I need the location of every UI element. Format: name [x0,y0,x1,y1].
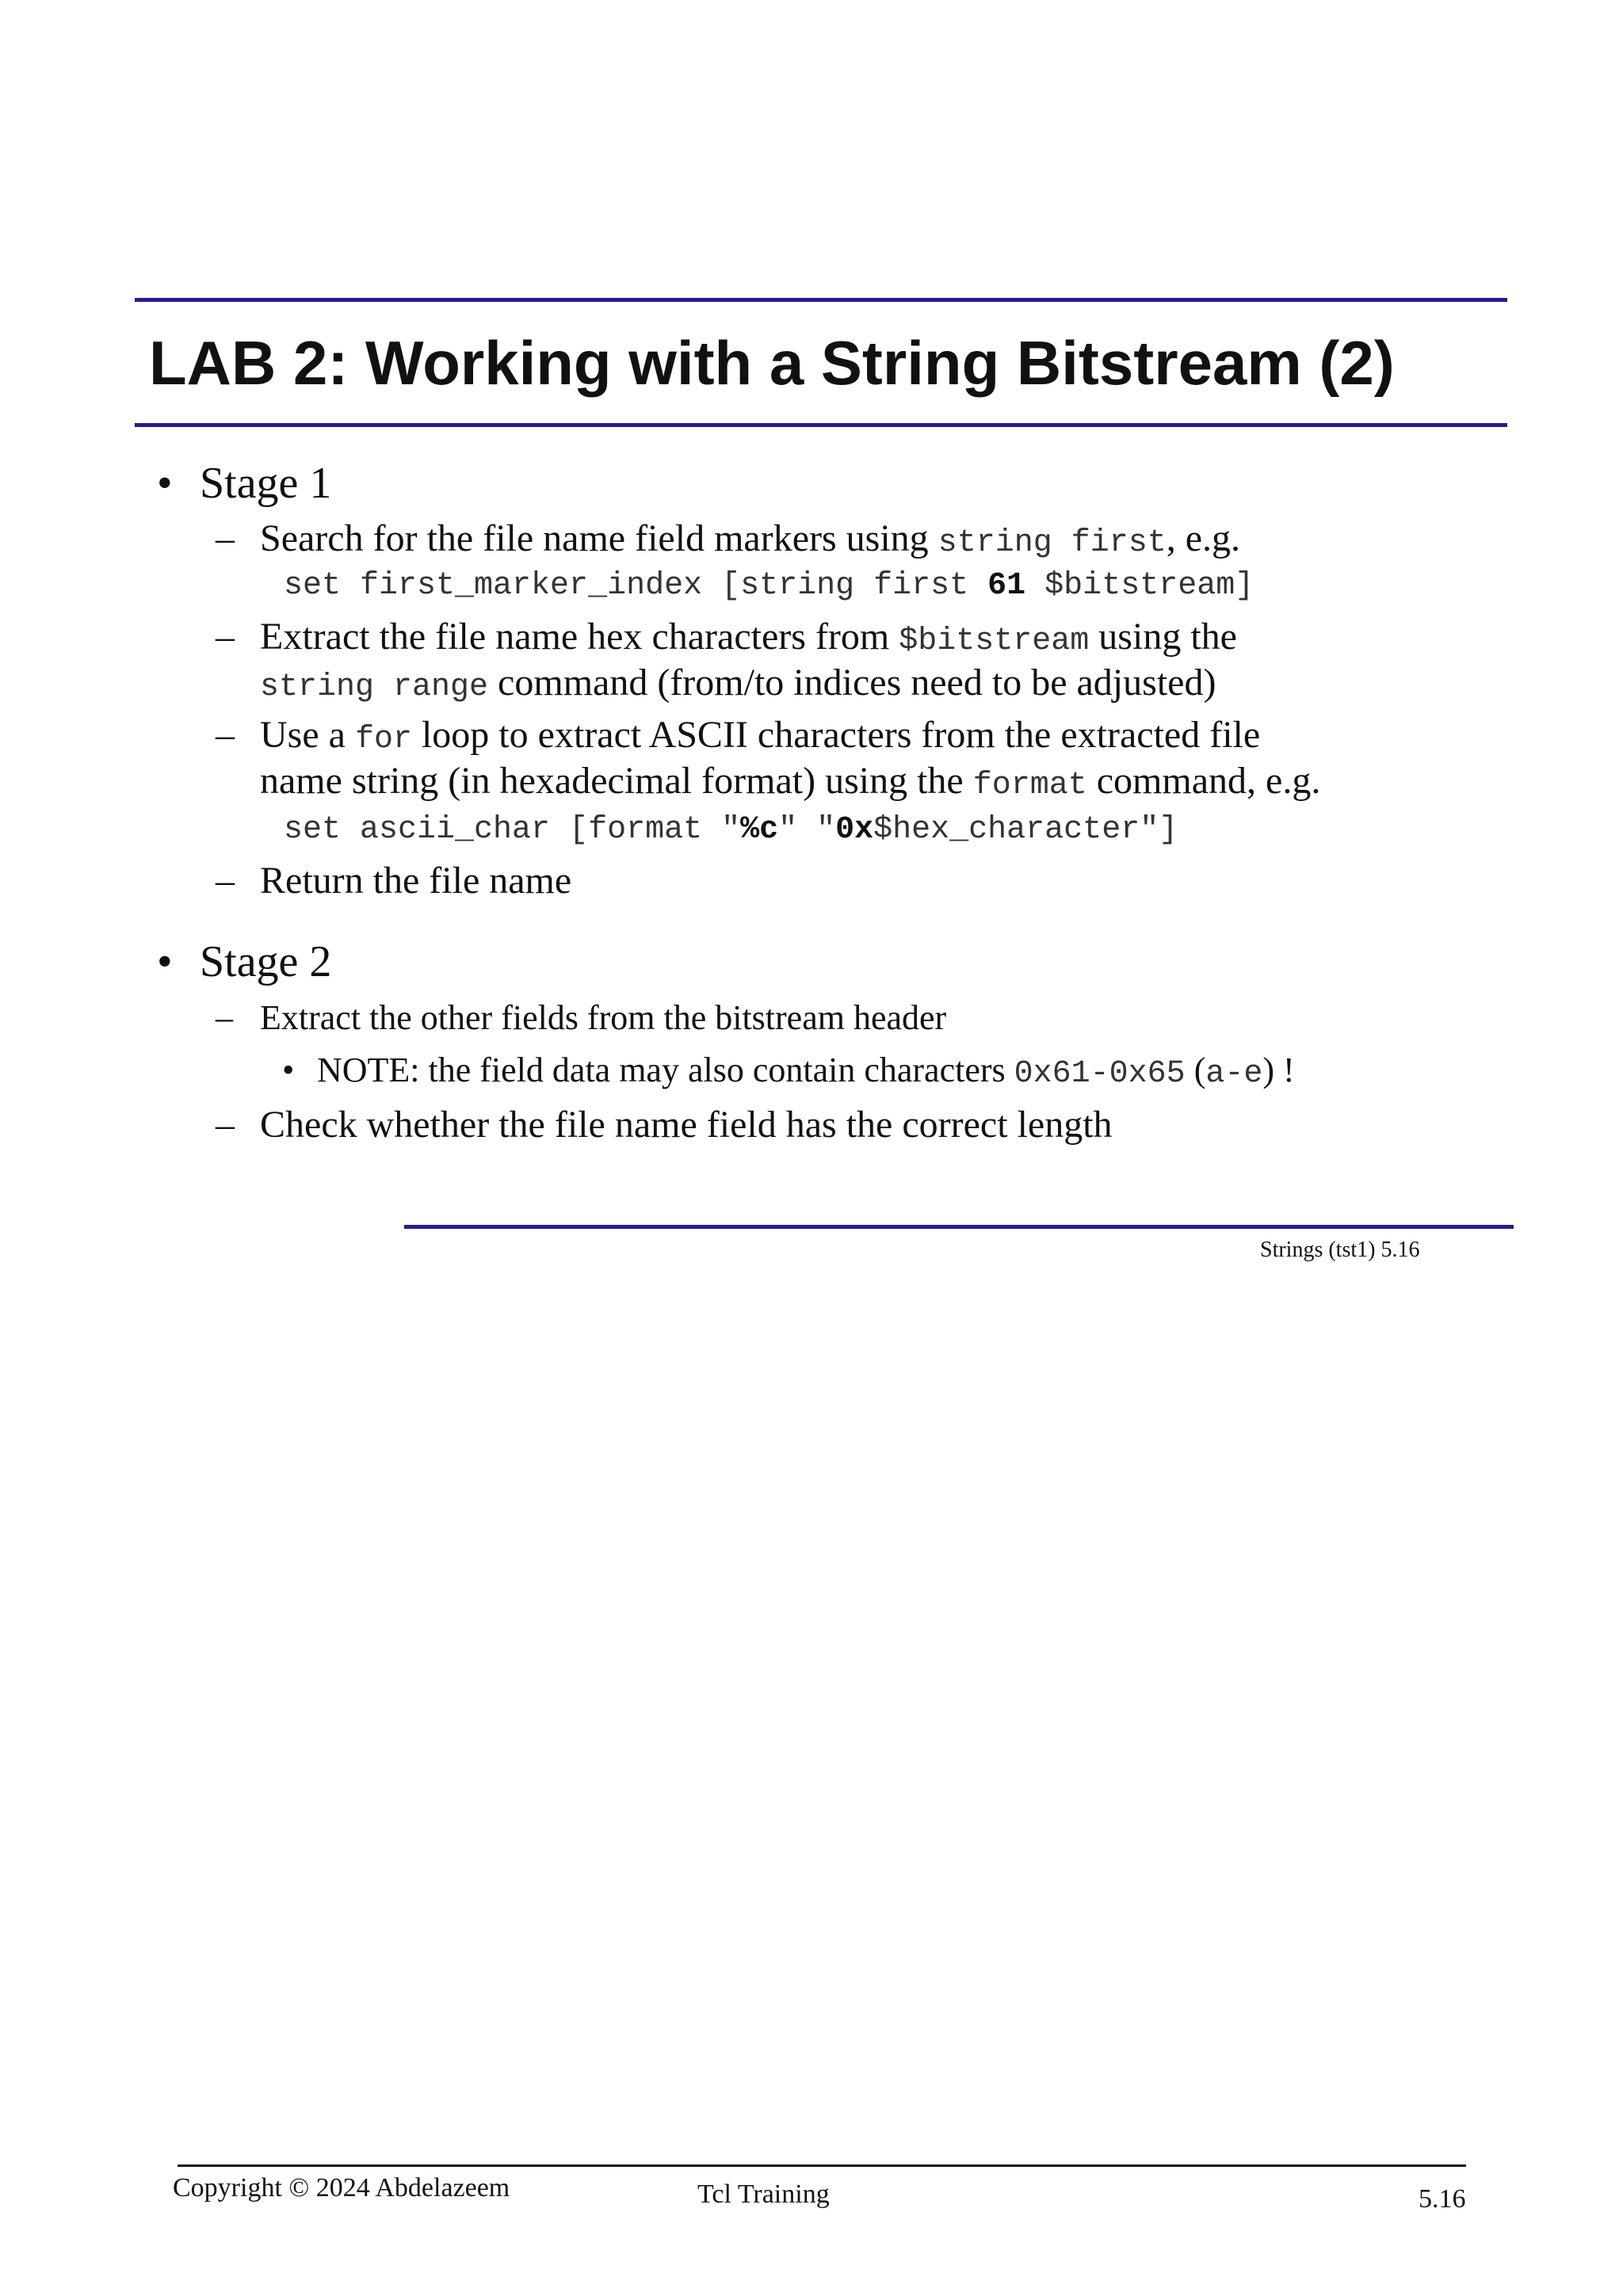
slide-bottom-rule [404,1225,1514,1229]
code-bold-segment: 0x [835,812,874,848]
stage1-dash-3: – [216,714,235,756]
code-bold-segment: %c [740,812,779,848]
code-segment: $bitstream [899,624,1090,659]
text-segment: NOTE: the field data may also contain characters [317,1051,1014,1089]
code-segment: string range [260,669,489,705]
stage1-item-extract [260,613,1237,666]
stage2-note [317,1047,1295,1097]
text-segment: ( [1185,1051,1206,1089]
stage1-label: Stage 1 [200,459,332,508]
title-bottom-rule [135,423,1507,427]
stage1-item-for-loop [260,711,1260,764]
code-segment: a-e [1205,1056,1263,1092]
text-segment: command, e.g. [1086,760,1321,802]
code-bold-segment: 61 [987,568,1026,604]
code-segment: set ascii_char [format " [284,812,741,848]
text-segment: Use a [260,714,355,756]
stage2-item-check-length: Check whether the file name field has the correct length [260,1104,1113,1146]
code-segment: set first_marker_index [string first [284,568,988,604]
code-segment: $hex_character"] [873,812,1178,848]
stage2-sub-bullet: • [282,1051,295,1089]
slide-reference: Strings (tst1) 5.16 [1260,1238,1420,1262]
stage2-dash-2: – [216,1104,235,1146]
code-segment: " " [778,812,836,848]
code-example-first-marker [284,564,1254,608]
code-segment: string first [938,525,1167,561]
stage1-dash-1: – [216,517,235,559]
text-segment: loop to extract ASCII characters from the extracted file [411,714,1261,756]
stage1-item-search [260,515,1240,567]
text-segment: using the [1089,616,1237,658]
text-segment: command (from/to indices need to be adjusted) [488,662,1216,704]
text-segment: name string (in hexadecimal format) using the [260,760,973,802]
footer-copyright: Copyright © 2024 Abdelazeem [173,2173,510,2203]
stage1-bullet: • [157,459,173,508]
stage2-dash-1: – [216,998,233,1037]
code-segment: $bitstream] [1025,568,1254,604]
stage1-dash-4: – [216,860,235,902]
stage1-item-extract-cont [260,659,1216,711]
slide-title: LAB 2: Working with a String Bitstream (2) [149,328,1395,398]
code-segment: format [972,768,1087,803]
text-segment: , e.g. [1166,517,1241,559]
footer-rule [178,2164,1466,2167]
text-segment: Search for the file name field markers using [260,517,938,559]
stage2-bullet: • [157,937,173,986]
text-segment: Extract the file name hex characters from [260,616,899,658]
stage2-item-extract-fields: Extract the other fields from the bitstream header [260,998,947,1037]
code-example-ascii-char [284,808,1178,852]
stage1-item-return: Return the file name [260,860,572,902]
text-segment: ) ! [1262,1051,1295,1089]
code-segment: for [354,722,412,757]
footer-center: Tcl Training [697,2180,830,2209]
footer-page-number: 5.16 [1419,2184,1466,2214]
code-segment: 0x61-0x65 [1014,1056,1186,1092]
title-top-rule [135,298,1507,302]
stage1-dash-2: – [216,616,235,658]
stage2-label: Stage 2 [200,937,332,986]
stage1-item-for-loop-cont [260,757,1320,810]
